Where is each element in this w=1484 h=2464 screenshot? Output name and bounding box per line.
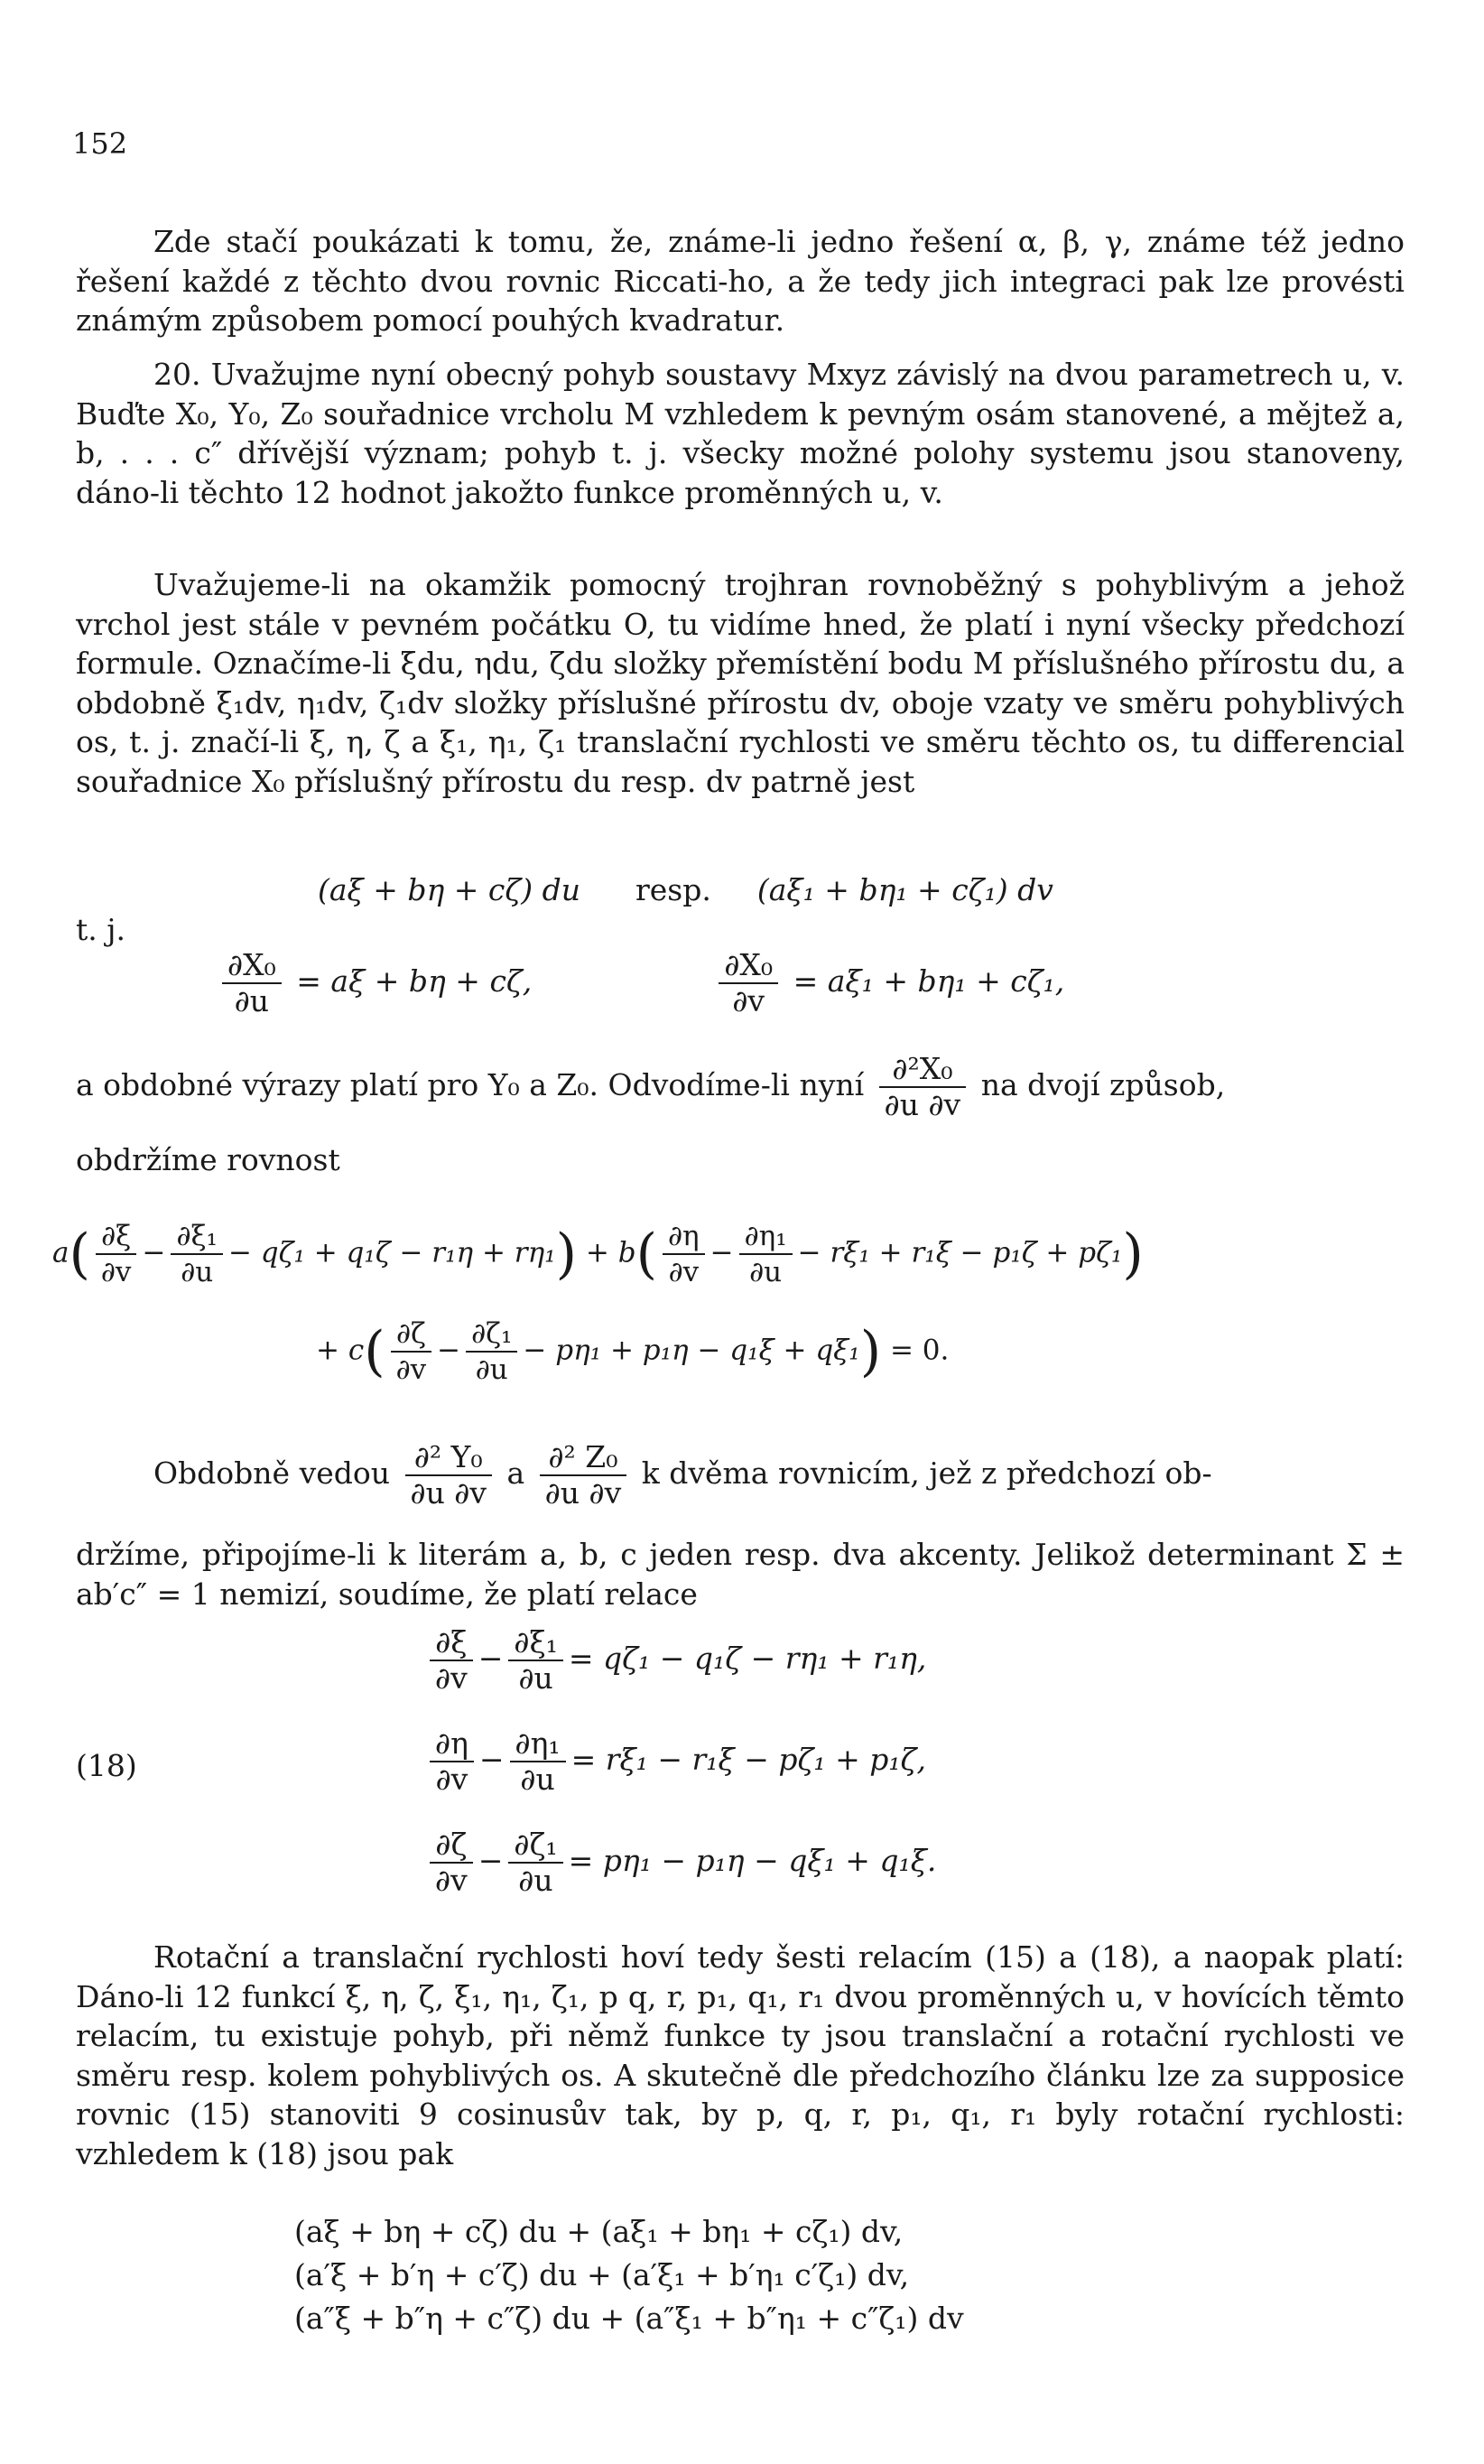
equation-final-1: (aξ + bη + cζ) du + (aξ₁ + bη₁ + cζ₁) dv,	[294, 2214, 904, 2249]
fraction: $\frac{\text{∂²X₀}}{\partial u \partial v}$	[879, 1052, 967, 1122]
fraction: $\frac{\text{∂X₀}}{\partial v}$	[719, 948, 778, 1018]
eq1-left: (aξ + bη + cζ) du	[318, 872, 580, 907]
eq1-right: (aξ₁ + bη₁ + cζ₁) dv	[756, 872, 1053, 907]
paragraph-section-20: 20. Uvažujme nyní obecný pohyb soustavy Mxyz závislý na dvou parametrech u, v. Buďte X₀, Y₀, Z₀ souřadnice vrcholu M vzhledem k pevným osám stanovené, a mějtež a, b, . . . c″ dřívější význam; pohyb t. j. všecky možné polohy systemu jsou stanoveny, dáno-li těchto 12 hodnot jakožto funkce proměnných u, v.	[76, 357, 1405, 510]
fraction: $\frac{\text{∂² Z₀}}{\partial u \partial v}$	[540, 1440, 627, 1511]
equation-long-line2: + c( $\frac{\partial\zeta}{\partial v}$ − $\frac{\text{∂ζ₁}}{\partial u}$ − pη₁ + p₁η − q₁ξ + qξ₁) = 0.	[316, 1317, 950, 1386]
equation-number-18: (18)	[76, 1748, 137, 1783]
paragraph-rotational-translational: Rotační a translační rychlosti hoví tedy šesti relacím (15) a (18), a naopak platí: Dáno-li 12 funkcí ξ, η, ζ, ξ₁, η₁, ζ₁, p q, r, p₁, q₁, r₁ dvou proměnných u, v hovících těmto relacím, tu existuje pohyb, při němž funkce ty jsou translační a rotační rychlosti ve směru resp. kolem pohyblivých os. A skutečně dle předchozího článku lze za supposice rovnic (15) stanoviti 9 cosinusův tak, by p, q, r, p₁, q₁, r₁ byly rotační rychlosti: vzhledem k (18) jsou pak	[76, 1939, 1405, 2171]
equation-18-row3: $\frac{\partial\zeta}{\partial v}$ − $\frac{\text{∂ζ₁}}{\partial u}$ = pη₁ − p₁η − qξ₁ + q₁ξ.	[424, 1827, 936, 1898]
page-number: 152	[72, 126, 128, 161]
paragraph-analogous-line1: Obdobně vedou $\frac{\text{∂² Y₀}}{\partial u \partial v}$ a $\frac{\text{∂² Z₀}}{\partial u \partial v}$ k dvěma rovnicím, jež z předchozí ob-	[153, 1439, 1212, 1511]
paragraph-analogous-rest: držíme, připojíme-li k literám a, b, c jeden resp. dva akcenty. Jelikož determinant Σ ± ab′c″ = 1 nemizí, soudíme, že platí relace	[76, 1537, 1405, 1612]
equation-partial-x0	[217, 948, 1064, 1018]
eq2-rhs-1: = aξ + bη + cζ,	[296, 963, 533, 999]
equation-final-3: (a″ξ + b″η + c″ζ) du + (a″ξ₁ + b″η₁ + c″ζ₁) dv	[294, 2301, 964, 2336]
tj-label: t. j.	[76, 912, 125, 947]
paragraph-riccati: Zde stačí poukázati k tomu, že, známe-li jedno řešení α, β, γ, známe též jedno řešení každé z těchto dvou rovnic Riccati-ho, a že tedy jich integraci pak lze provésti známým způsobem pomocí pouhých kvadratur.	[76, 224, 1405, 338]
equation-long-line1: a( $\frac{\partial\xi}{\partial v}$ − $\frac{\text{∂ξ₁}}{\partial u}$ − qζ₁ + q₁ζ − r₁η + rη₁) + b( $\frac{\partial\eta}{\partial v}$ − $\frac{\text{∂η₁}}{\partial u}$ − rξ₁ + r₁ξ − p₁ζ + pζ₁)	[52, 1220, 1144, 1288]
fraction: $\frac{\text{∂X₀}}{\partial u}$	[222, 948, 282, 1018]
fraction: $\frac{\text{∂² Y₀}}{\partial u \partial v}$	[405, 1440, 493, 1511]
eq1-resp: resp.	[635, 872, 711, 907]
equation-differential	[318, 872, 1053, 908]
eq2-rhs-2: = aξ₁ + bη₁ + cζ₁,	[793, 963, 1065, 999]
text-obdrzime: obdržíme rovnost	[76, 1142, 340, 1177]
equation-18-row2: $\frac{\partial\eta}{\partial v}$ − $\frac{\text{∂η₁}}{\partial u}$ = rξ₁ − r₁ξ − pζ₁ + p₁ζ,	[424, 1726, 926, 1797]
equation-final-2: (a′ξ + b′η + c′ζ) du + (a′ξ₁ + b′η₁ c′ζ₁) dv,	[294, 2257, 910, 2292]
paragraph-derivation: a obdobné výrazy platí pro Y₀ a Z₀. Odvodíme-li nyní $\frac{\text{∂²X₀}}{\partial u \partial v}$ na dvojí způsob,	[76, 1051, 1226, 1122]
equation-18-row1: $\frac{\partial\xi}{\partial v}$ − $\frac{\text{∂ξ₁}}{\partial u}$ = qζ₁ − q₁ζ − rη₁ + r₁η,	[424, 1625, 926, 1696]
paragraph-auxiliary-trihedron: Uvažujeme-li na okamžik pomocný trojhran rovnoběžný s pohyblivým a jehož vrchol jest stále v pevném počátku O, tu vidíme hned, že platí i nyní všecky předchozí formule. Označíme-li ξdu, ηdu, ζdu složky přemístění bodu M příslušného přírostu du, a obdobně ξ₁dv, η₁dv, ζ₁dv složky příslušné přírostu dv, oboje vzaty ve směru pohyblivých os, t. j. značí-li ξ, η, ζ a ξ₁, η₁, ζ₁ translační rychlosti ve směru těchto os, tu differencial souřadnice X₀ příslušný přírostu du resp. dv patrně jest	[76, 567, 1405, 799]
